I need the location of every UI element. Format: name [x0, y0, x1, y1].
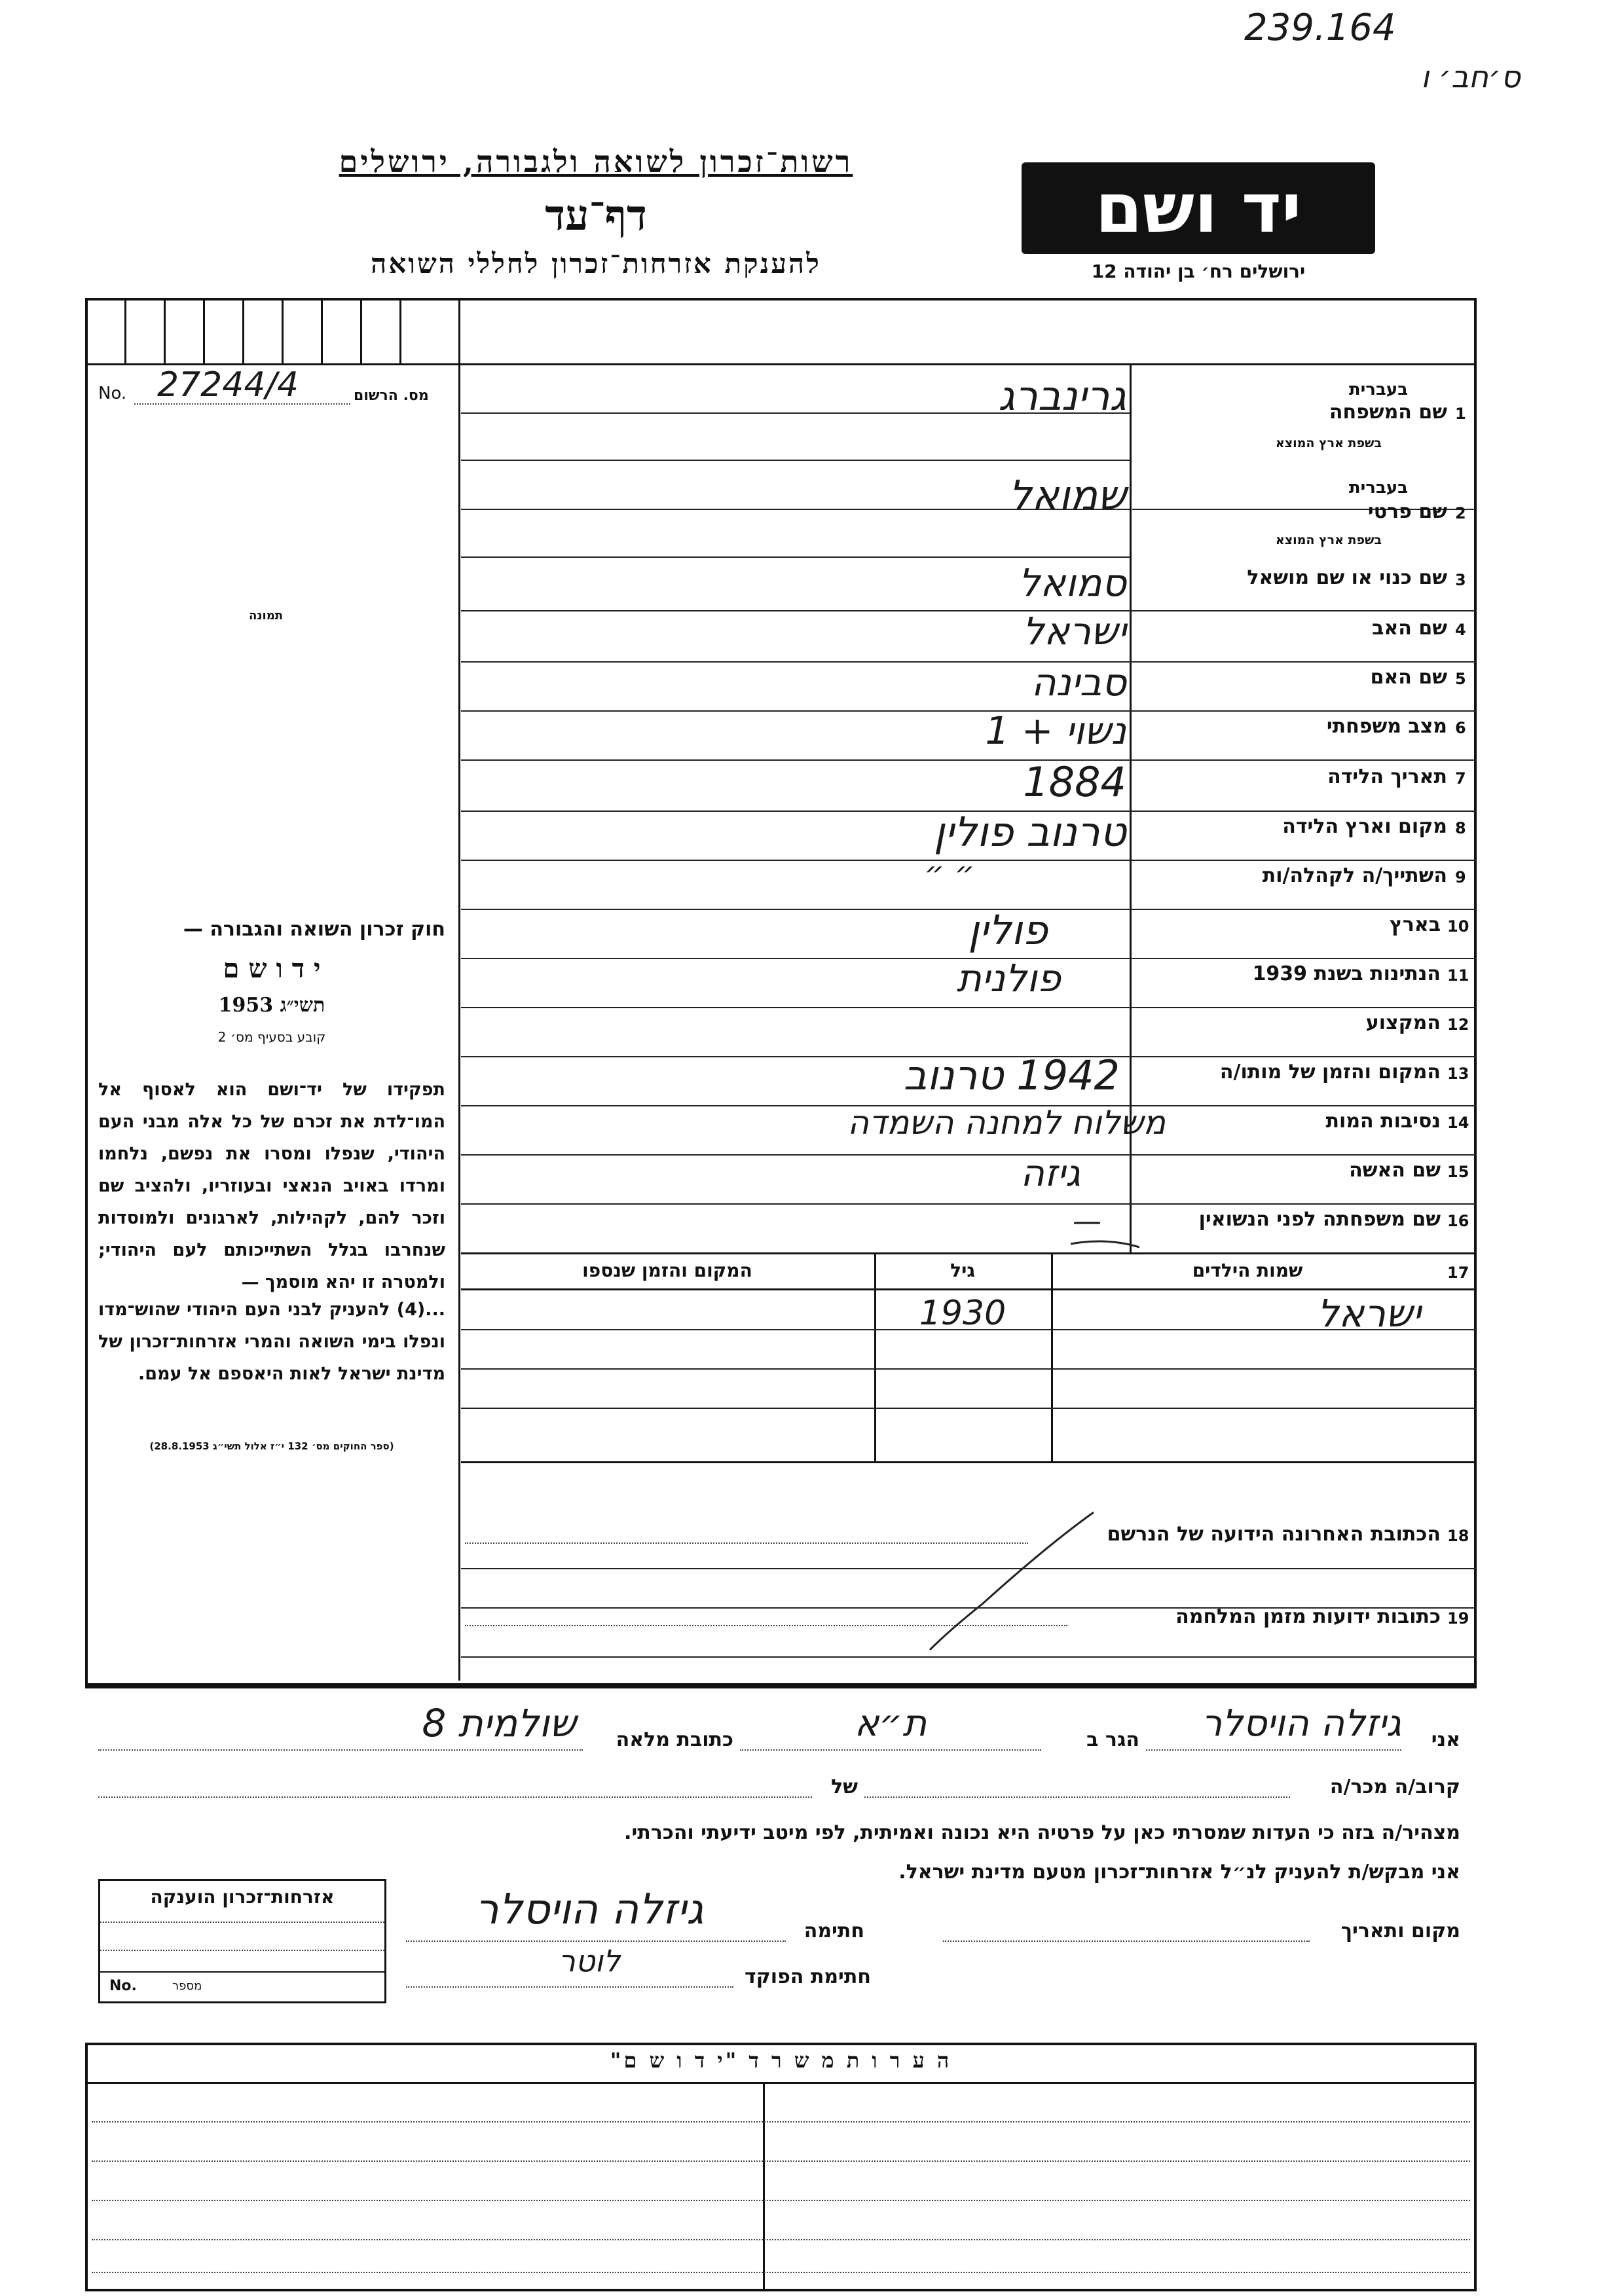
- field-19-number: 19: [1447, 1609, 1469, 1628]
- field-14-number: 14: [1447, 1114, 1469, 1132]
- strike-through-mark: [917, 1506, 1100, 1656]
- official-signature: לוטר: [558, 1943, 621, 1978]
- field-12-number: 12: [1447, 1015, 1469, 1034]
- declarant-address: שולמית 8: [422, 1701, 576, 1745]
- reg-no-label: מס. הרשום: [354, 388, 429, 404]
- field-10-label: בארץ: [1389, 913, 1441, 936]
- field-12-label: המקצוע: [1365, 1011, 1441, 1034]
- field-3-number: 3: [1455, 571, 1466, 589]
- field-1-lang-hebrew: בעברית: [1348, 380, 1408, 399]
- declarant-city: ת״א: [854, 1702, 927, 1745]
- field-2-lang-hebrew: בעברית: [1348, 478, 1408, 498]
- field-1-lang-origin: בשפת ארץ המוצא: [1275, 436, 1382, 450]
- birth-place-value: טרנוב פולין: [933, 808, 1126, 856]
- law-text-clause4: ...(4) להעניק לבני העם היהודי שהוש־מדו ונפלו בימי השואה והמרי אזרחות־זכרון של מדינת ישראל לאות היאספם אל עמם.: [98, 1300, 445, 1384]
- children-names-header: שמות הילדים: [1192, 1260, 1303, 1281]
- field-7-number: 7: [1455, 769, 1466, 788]
- children-age-header: גיל: [950, 1260, 975, 1281]
- death-place-time-value: 1942 טרנוב: [903, 1051, 1120, 1099]
- field-7-label: תאריך הלידה: [1327, 765, 1447, 788]
- field-15-label: שם האשה: [1349, 1159, 1441, 1182]
- field-11-number: 11: [1447, 966, 1469, 985]
- place-date-label: מקום ותאריך: [1340, 1920, 1460, 1942]
- alias-value: סמואל: [1018, 560, 1126, 605]
- resides-label: הגר ב: [1086, 1728, 1139, 1751]
- last-address-label: הכתובת האחרונה הידועה של הנרשם: [1107, 1523, 1441, 1546]
- corner-mark: ס׳חב׳ ו: [1421, 59, 1521, 94]
- field-4-label: שם האב: [1372, 617, 1447, 640]
- reg-no-prefix: No.: [98, 384, 127, 403]
- field-16-label: שם משפחתה לפני הנשואין: [1198, 1208, 1441, 1231]
- law-title: חוק זכרון השואה והגבורה —: [183, 918, 445, 941]
- field-16-number: 16: [1447, 1212, 1469, 1230]
- citizenship-granted-title: אזרחות־זכרון הוענקה: [150, 1886, 335, 1908]
- citizenship-granted-box: [98, 1879, 386, 2003]
- yad-vashem-logo: [1022, 162, 1375, 254]
- citizenship-value: פולנית: [956, 956, 1061, 1000]
- field-5-label: שם האם: [1370, 666, 1447, 689]
- wife-maiden-name-value: —: [1073, 1205, 1101, 1238]
- field-9-label: השתייך/ה לקהלה/ות: [1262, 864, 1447, 887]
- birth-date-value: 1884: [1023, 758, 1126, 806]
- photo-label: תמונה: [249, 609, 284, 623]
- children-place-header: המקום והזמן שנספו: [582, 1260, 752, 1281]
- field-8-label: מקום וארץ הלידה: [1282, 815, 1447, 838]
- declaration-statement: מצהיר/ה בזה כי העדות שמסרתי כאן על פרטיה היא נכונה ואמיתית, לפי מיטב ידיעתי והכרתי.: [624, 1821, 1460, 1844]
- remarks-title: ה ע ר ו ת מ ש ר ד "י ד ו ש ם": [610, 2048, 952, 2073]
- first-name-value: שמואל: [1008, 471, 1126, 519]
- field-1-number: 1: [1455, 405, 1466, 423]
- dash-mark: [1067, 1231, 1146, 1257]
- field-10-number: 10: [1447, 917, 1469, 936]
- community-value: ״ ״: [924, 855, 975, 892]
- signature-label: חתימה: [803, 1920, 864, 1942]
- surname-value: גרינברג: [998, 372, 1126, 420]
- field-8-number: 8: [1455, 819, 1466, 837]
- law-reference: (ספר החוקים מס׳ 132 י״ז אלול תשי״ג 28.8.1953): [149, 1440, 394, 1452]
- death-circumstances-value: משלוח למחנה השמדה: [847, 1104, 1166, 1142]
- field-1-label: שם המשפחה: [1329, 401, 1447, 424]
- field-2-lang-origin: בשפת ארץ המוצא: [1275, 533, 1382, 547]
- child-1-name: ישראל: [1317, 1291, 1421, 1336]
- remarks-frame: [85, 2043, 1477, 2291]
- declarant-signature: גיזלה הויסלר: [475, 1886, 704, 1934]
- law-year: תשי״ג 1953: [218, 994, 325, 1017]
- field-14-label: נסיבות המות: [1325, 1110, 1441, 1133]
- field-3-label: שם כנוי או שם מושאל: [1247, 566, 1447, 589]
- stamp-no-label: No.: [109, 1978, 137, 1994]
- father-name-value: ישראל: [1022, 609, 1126, 653]
- form-title: דף־עד: [545, 191, 647, 240]
- field-9-number: 9: [1455, 868, 1466, 886]
- reg-no-value: 27244/4: [157, 365, 299, 405]
- marital-status-value: נשוי + 1: [985, 708, 1126, 753]
- country-value: פולין: [968, 906, 1048, 954]
- field-5-number: 5: [1455, 670, 1466, 688]
- declarant-name: גיזלה הויסלר: [1201, 1702, 1401, 1745]
- authority-name: רשות־זכרון לשואה ולגבורה, ירושלים: [339, 144, 853, 179]
- field-6-label: מצב משפחתי: [1326, 715, 1447, 738]
- field-11-label: הנתינות בשנת 1939: [1252, 962, 1441, 985]
- decl-ani: אני: [1431, 1728, 1460, 1751]
- field-15-number: 15: [1447, 1163, 1469, 1181]
- archive-number: 239.164: [1244, 7, 1396, 49]
- field-17-number: 17: [1447, 1264, 1469, 1282]
- field-13-label: המקום והזמן של מותו/ה: [1219, 1061, 1441, 1084]
- law-clause: קובע בסעיף מס׳ 2: [217, 1029, 326, 1045]
- field-18-number: 18: [1447, 1527, 1469, 1545]
- field-6-number: 6: [1455, 719, 1466, 737]
- relative-label: קרוב/ה מכר/ה: [1329, 1776, 1460, 1798]
- field-13-number: 13: [1447, 1065, 1469, 1083]
- official-signature-label: חתימת הפוקד: [745, 1965, 871, 1988]
- field-4-number: 4: [1455, 621, 1466, 639]
- address-line: ירושלים רח׳ בן יהודה 12: [1091, 261, 1306, 282]
- of-label: של: [831, 1776, 858, 1798]
- law-name: י ד ו ש ם: [223, 953, 321, 984]
- stamp-number-label: מספר: [172, 1979, 202, 1993]
- field-2-number: 2: [1455, 504, 1466, 522]
- child-1-age: 1930: [919, 1294, 1006, 1333]
- form-subtitle: להענקת אזרחות־זכרון לחללי השואה: [371, 247, 821, 280]
- full-address-label: כתובת מלאה: [616, 1728, 733, 1751]
- mother-name-value: סבינה: [1031, 660, 1126, 704]
- law-text: תפקידו של יד־ושם הוא לאסוף אל המו־לדת את זכרם של כל אלה מבני העם היהודי, שנפלו ומסרו את נפשם, נלחמו ומרדו באויב הנאצי ובעוזריו, ולהציב שם וזכר להם, לקהילות, לארגונים ולמוסדות שנחרבו בגלל השתייכותם לעם היהודי; ולמטרה זו יהא מוסמך —: [98, 1080, 445, 1292]
- request-statement: אני מבקש/ת להעניק לנ״ל אזרחות־זכרון מטעם מדינת ישראל.: [898, 1861, 1460, 1884]
- wife-name-value: גיזה: [1020, 1152, 1080, 1195]
- wartime-addresses-label: כתובות ידועות מזמן המלחמה: [1175, 1605, 1441, 1628]
- logo-text: יד ושם: [1095, 168, 1302, 248]
- field-2-label: שם פרטי: [1367, 500, 1447, 523]
